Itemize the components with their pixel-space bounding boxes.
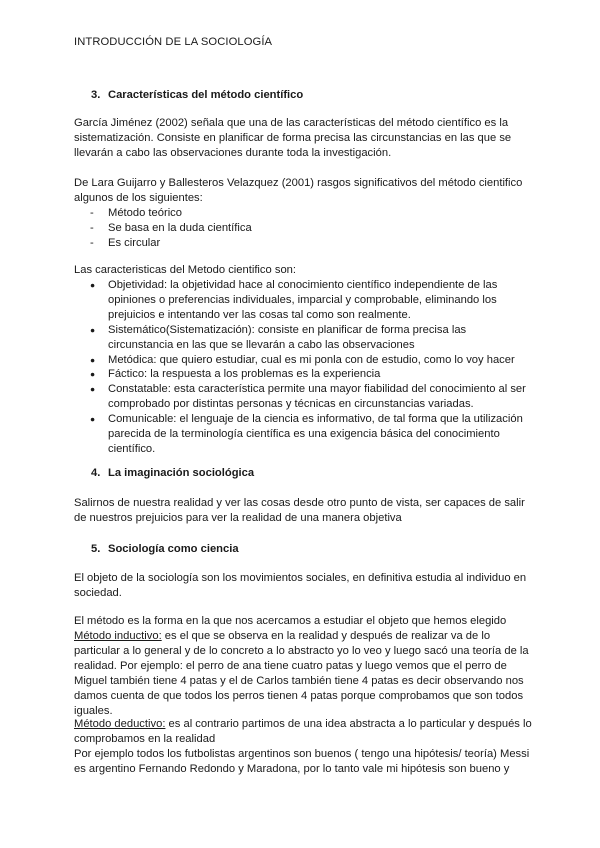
section-3-heading	[91, 88, 551, 103]
section-5-paragraph-2: El método es la forma en la que nos acercamos a estudiar el objeto que hemos elegido	[74, 615, 507, 627]
section-4-title: La imaginación sociológica	[108, 467, 255, 479]
deductive-method-text: es al contrario partimos de una idea abstracta a lo particular y después lo comprobamos en la realidad	[74, 718, 532, 745]
section-5-paragraph-3: Por ejemplo todos los futbolistas argentinos son buenos ( tengo una hipótesis/ teoría) Messi es argentino Fernando Redondo y Maradona, por lo tanto vale mi hipótesis son bueno y	[74, 748, 530, 775]
bullet-item-comunicable: ● Comunicable: el lenguaje de la ciencia es informativo, de tal forma que la utilización parecida de la terminología científica es una exigencia básica del conocimiento científico.	[74, 412, 534, 457]
section-3-title: Características del método científico	[108, 89, 304, 101]
bullet-item-objetividad: ● Objetividad: la objetividad hace al conocimiento científico independiente de las opiniones o preferencias individuales, imparcial y comprobable, eliminando los prejuicios e intentando ver las cosas tal como son realmente.	[74, 278, 534, 323]
section-3-paragraph-3: Las caracteristicas del Metodo cientifico son:	[74, 264, 296, 276]
section-4-heading	[91, 466, 551, 481]
deductive-method-paragraph	[74, 717, 534, 747]
deductive-method-label: Método deductivo:	[74, 718, 166, 730]
bullet-item-metodica: ● Metódica: que quiero estudiar, cual es mi ponla con de estudio, como lo voy hacer	[74, 353, 534, 368]
dash-list-item: - Se basa en la duda científica	[74, 221, 534, 236]
section-4-number: 4.	[91, 467, 101, 479]
characteristics-dash-list	[74, 206, 534, 251]
section-5-paragraph-1: El objeto de la sociología son los movimientos sociales, en definitiva estudia al individuo en sociedad.	[74, 572, 527, 599]
bullet-item-sistematico: ● Sistemático(Sistematización): consiste en planificar de forma precisa las circunstancia en las que se llevarán a cabo las observaciones	[74, 323, 534, 353]
section-3-paragraph-2: De Lara Guijarro y Ballesteros Velazquez (2001) rasgos significativos del método cientifico algunos de los siguientes:	[74, 177, 523, 204]
dash-list-item: - Método teórico	[74, 206, 534, 221]
section-5-number: 5.	[91, 543, 101, 555]
bullet-item-constatable: ● Constatable: esta característica permite una mayor fiabilidad del conocimiento al ser comprobado por distintas personas y técnicas en circunstancias variadas.	[74, 382, 534, 412]
bullet-item-factico: ● Fáctico: la respuesta a los problemas es la experiencia	[74, 367, 534, 382]
inductive-method-label: Método inductivo:	[74, 630, 162, 642]
section-3-paragraph-1: García Jiménez (2002) señala que una de las características del método científico es la sistematización. Consiste en planificar de forma precisa las circunstancias en las que se llevarán a cabo las observaciones durante toda la investigación.	[74, 117, 512, 159]
section-3-number: 3.	[91, 89, 101, 101]
section-5-heading	[91, 542, 551, 557]
document-header: INTRODUCCIÓN DE LA SOCIOLOGÍA	[74, 36, 273, 48]
section-4-paragraph-1: Salirnos de nuestra realidad y ver las cosas desde otro punto de vista, ser capaces de salir de nuestros prejuicios para ver la realidad de una manera objetiva	[74, 497, 525, 524]
inductive-method-paragraph	[74, 629, 534, 718]
dash-list-item: - Es circular	[74, 236, 534, 251]
inductive-method-text: es el que se observa en la realidad y después de realizar va de lo particular a lo general y de lo concreto a lo abstracto yo lo veo y luego sacó una teoría de la realidad. Por ejemplo: el perro de ana tiene cuatro patas y luego vemos que el perro de Miguel también tiene 4 patas y el de Carlos también tiene 4 patas es decir observando nos damos cuenta de que todos los perros tienen 4 patas porque comprobamos que son todos iguales.	[74, 630, 529, 717]
section-5-title: Sociología como ciencia	[108, 543, 239, 555]
characteristics-bullet-list	[74, 278, 534, 457]
